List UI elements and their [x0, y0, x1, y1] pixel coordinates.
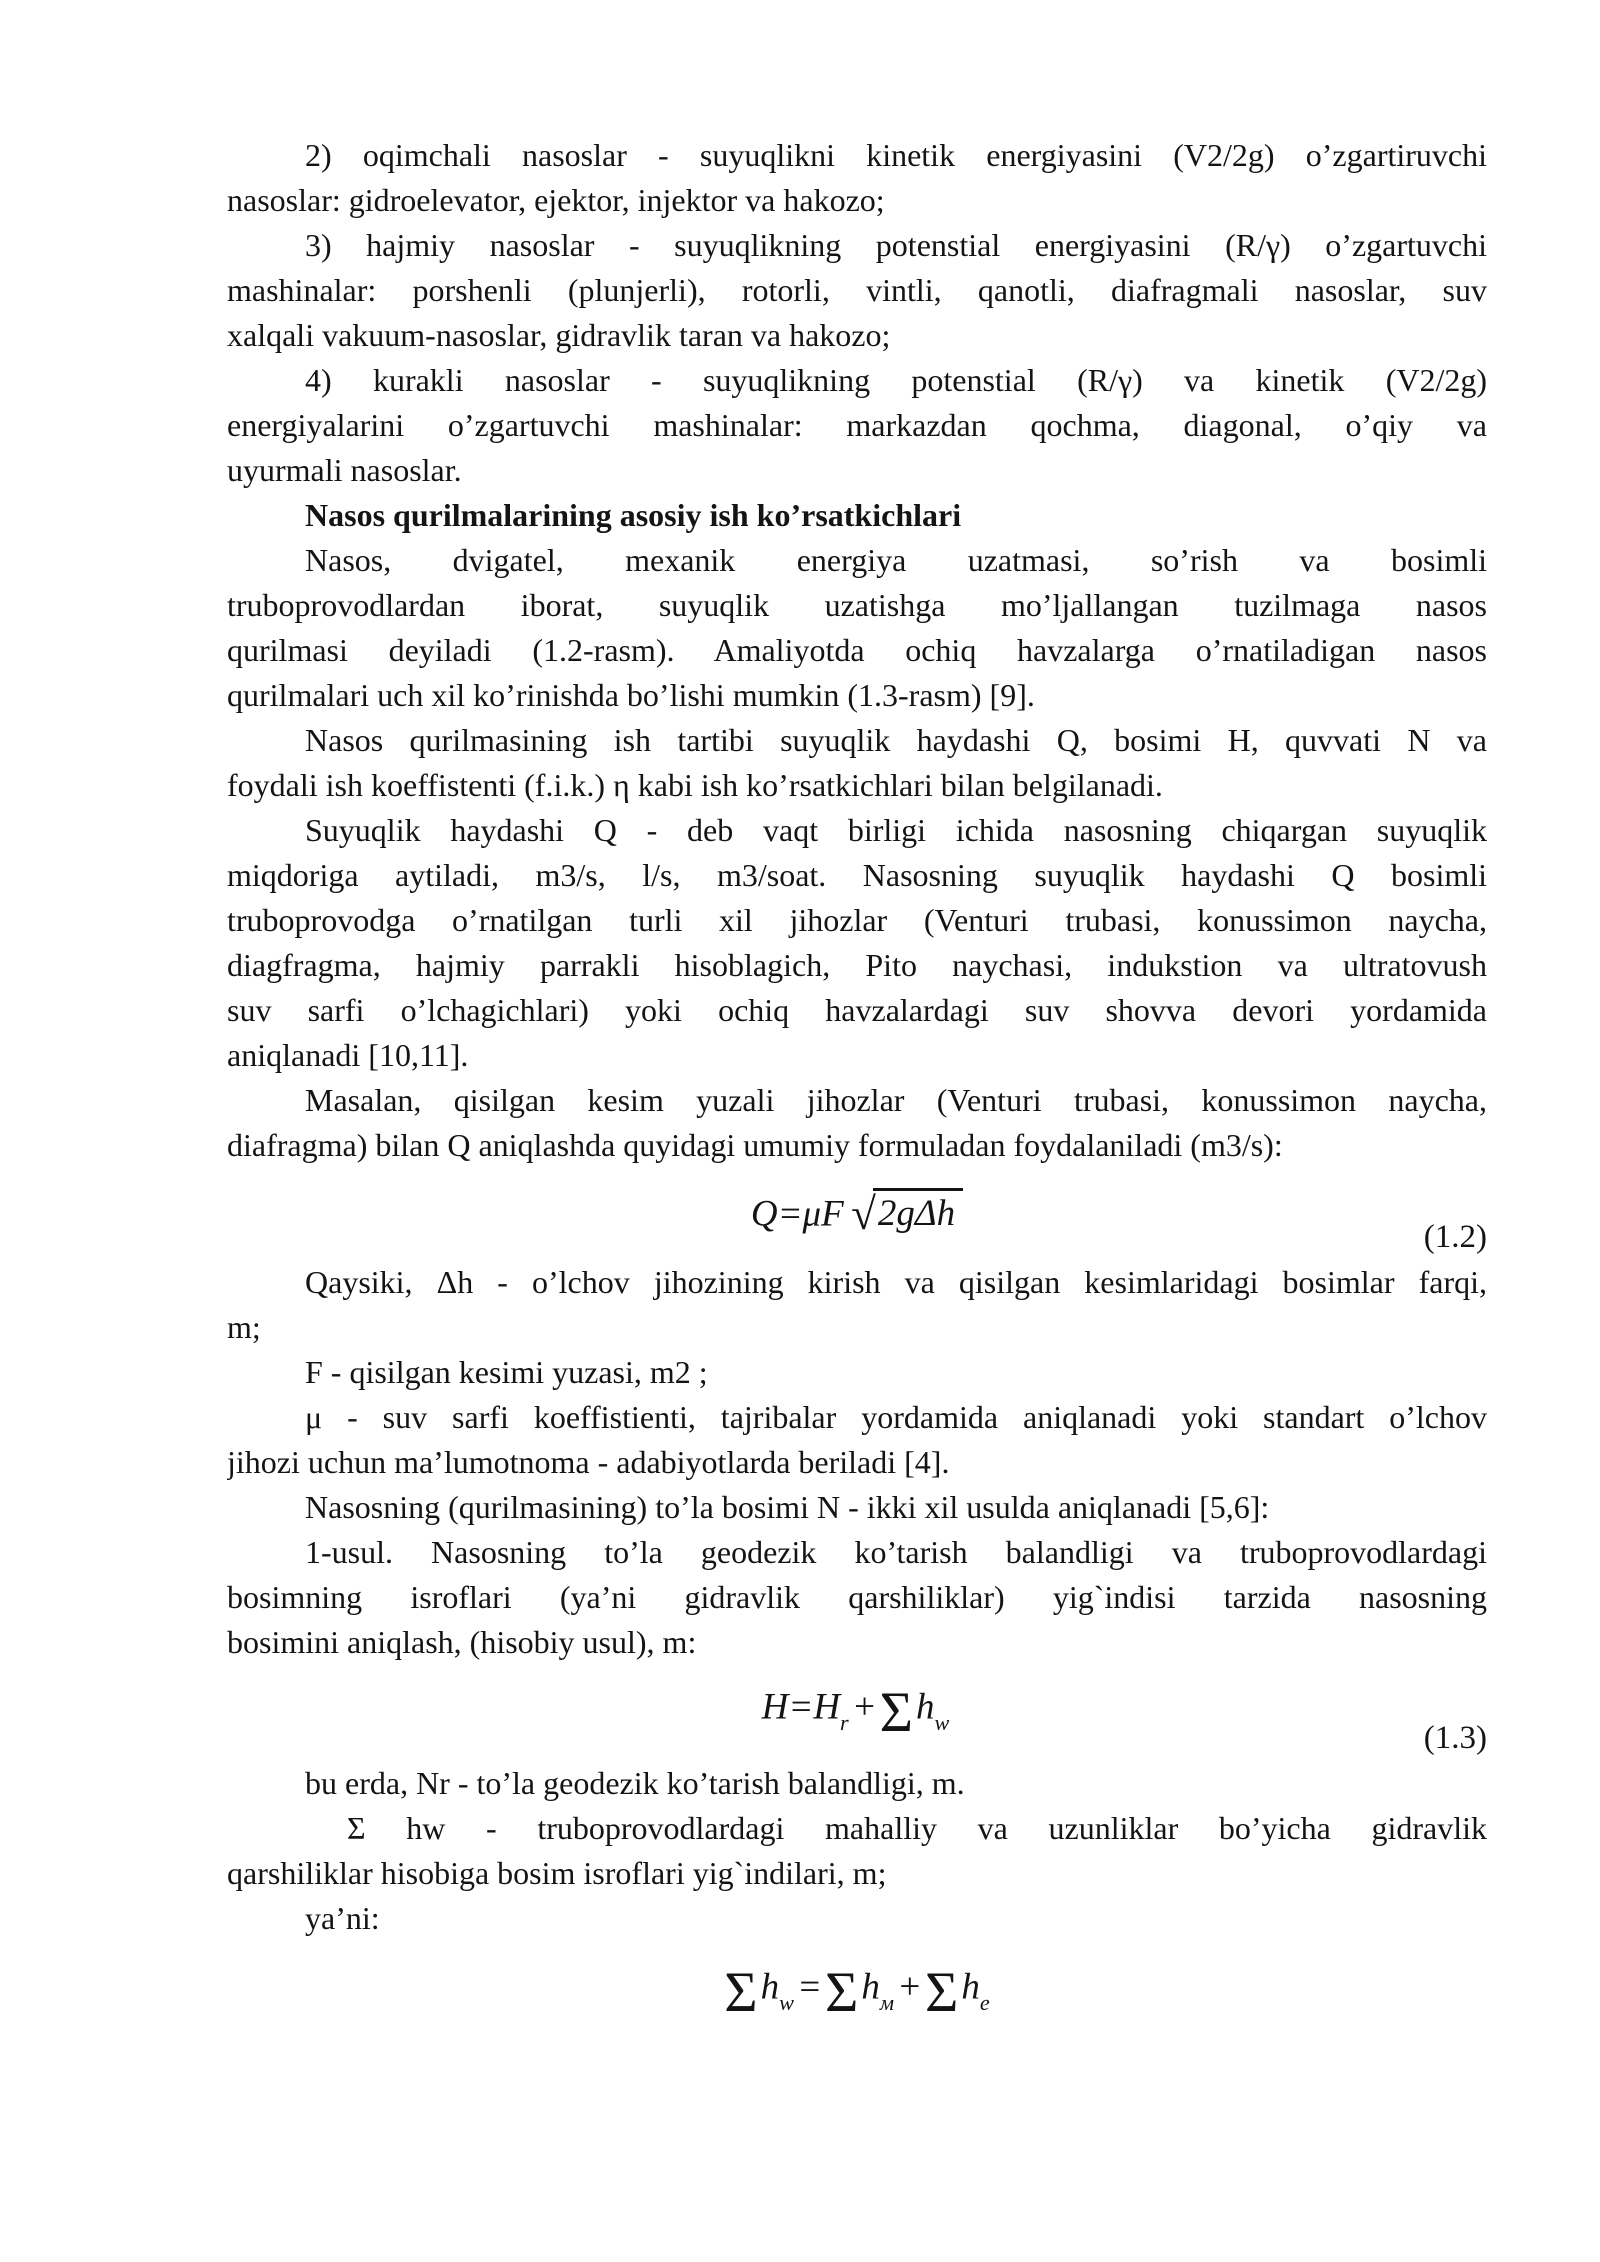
- equation-1-2: [227, 1168, 1487, 1260]
- heading-line: Nasos qurilmalarining asosiy ish ko’rsatkichlari: [305, 497, 962, 533]
- formula-token: +: [851, 1686, 877, 1728]
- text-line: diagfragma, hajmiy parrakli hisoblagich, Pito naychasi, indukstion va ultratovush: [227, 947, 1487, 983]
- text-line: μ - suv sarfi koeffistienti, tajribalar yordamida aniqlanadi yoki standart o’lchov: [305, 1399, 1487, 1435]
- paragraph: [227, 1896, 1487, 1941]
- text-line: bu erda, Nr - to’la geodezik ko’tarish balandligi, m.: [305, 1765, 965, 1801]
- sigma-symbol: Σ: [724, 1961, 758, 2025]
- equation-number: (1.3): [1423, 1720, 1487, 1756]
- formula-token: h: [961, 1966, 980, 2008]
- paragraph: [227, 1530, 1487, 1665]
- text-line: 3) hajmiy nasoslar - suyuqlikning potenstial energiyasini (R/γ) o’zgartuvchi: [305, 227, 1487, 263]
- paragraph: [227, 1761, 1487, 1806]
- paragraph: [227, 808, 1487, 1078]
- paragraph: [227, 1078, 1487, 1168]
- text-line: miqdoriga aytiladi, m3/s, l/s, m3/soat. Nasosning suyuqlik haydashi Q bosimli: [227, 857, 1487, 893]
- text-line: Qaysiki, Δh - o’lchov jihozining kirish va qisilgan kesimlaridagi bosimlar farqi,: [305, 1264, 1487, 1300]
- text-column: [227, 133, 1487, 2045]
- text-line: diafragma) bilan Q aniqlashda quyidagi umumiy formuladan foydalaniladi (m3/s):: [227, 1127, 1283, 1163]
- formula-token: e: [979, 1989, 990, 2015]
- text-line: uyurmali nasoslar.: [227, 452, 462, 488]
- paragraph: [227, 358, 1487, 493]
- text-line: qurilmalari uch xil ko’rinishda bo’lishi mumkin (1.3-rasm) [9].: [227, 677, 1035, 713]
- text-line: bosimning isroflari (ya’ni gidravlik qarshiliklar) yig`indisi tarzida nasosning: [227, 1579, 1487, 1615]
- text-line: bosimini aniqlash, (hisobiy usul), m:: [227, 1624, 697, 1660]
- formula: [721, 1961, 992, 2025]
- formula-token: h: [916, 1686, 935, 1728]
- formula-token: r: [840, 1709, 849, 1735]
- paragraph: [227, 1485, 1487, 1530]
- paragraph: [227, 1806, 1487, 1896]
- formula-token: h: [861, 1966, 880, 2008]
- text-line: energiyalarini o’zgartuvchi mashinalar: markazdan qochma, diagonal, o’qiy va: [227, 407, 1487, 443]
- text-line: nasoslar: gidroelevator, ejektor, injektor va hakozo;: [227, 182, 885, 218]
- formula-token: м: [879, 1989, 894, 2015]
- radical-sign: √: [851, 1189, 876, 1239]
- text-line: mashinalar: porshenli (plunjerli), rotorli, vintli, qanotli, diafragmali nasoslar, suv: [227, 272, 1487, 308]
- text-line: aniqlanadi [10,11].: [227, 1037, 469, 1073]
- formula-token: H=H: [761, 1686, 841, 1728]
- text-line: F - qisilgan kesimi yuzasi, m2 ;: [305, 1354, 708, 1390]
- formula-token: h: [760, 1966, 780, 2008]
- equation-1-3: [227, 1665, 1487, 1761]
- sigma-symbol: Σ: [879, 1681, 914, 1745]
- text-line: Masalan, qisilgan kesim yuzali jihozlar (Venturi trubasi, konussimon naycha,: [305, 1082, 1487, 1118]
- text-line: qarshiliklar hisobiga bosim isroflari yig`indilari, m;: [227, 1855, 887, 1891]
- text-line: Nasos qurilmasining ish tartibi suyuqlik haydashi Q, bosimi H, quvvati N va: [305, 722, 1487, 758]
- formula-token: w: [934, 1709, 950, 1735]
- text-line: xalqali vakuum-nasoslar, gidravlik taran va hakozo;: [227, 317, 891, 353]
- paragraph: [227, 223, 1487, 358]
- sqrt-expression: [851, 1189, 963, 1239]
- text-line: Σ hw - truboprovodlardagi mahalliy va uzunliklar bo’yicha gidravlik: [347, 1810, 1487, 1846]
- equation-sum-hw: [227, 1941, 1487, 2045]
- text-line: qurilmasi deyiladi (1.2-rasm). Amaliyotda ochiq havzalarga o’rnatiladigan nasos: [227, 632, 1487, 668]
- formula-token: Q=μF: [750, 1193, 852, 1235]
- text-line: truboprovodlardan iborat, suyuqlik uzatishga mo’ljallangan tuzilmaga nasos: [227, 587, 1487, 623]
- text-line: 4) kurakli nasoslar - suyuqlikning potenstial (R/γ) va kinetik (V2/2g): [305, 362, 1487, 398]
- paragraph: [227, 538, 1487, 718]
- text-line: suv sarfi o’lchagichlari) yoki ochiq havzalardagi suv shovva devori yordamida: [227, 992, 1487, 1028]
- text-line: ya’ni:: [305, 1900, 380, 1936]
- sigma-symbol: Σ: [824, 1961, 859, 2025]
- text-line: 1-usul. Nasosning to’la geodezik ko’tarish balandligi va truboprovodlardagi: [305, 1534, 1487, 1570]
- formula: [761, 1681, 953, 1745]
- text-line: truboprovodga o’rnatilgan turli xil jihozlar (Venturi trubasi, konussimon naycha,: [227, 902, 1487, 938]
- section-heading: [227, 493, 1487, 538]
- paragraph: [227, 718, 1487, 808]
- radicand: 2gΔh: [873, 1188, 963, 1235]
- text-line: Nasosning (qurilmasining) to’la bosimi N - ikki xil usulda aniqlanadi [5,6]:: [305, 1489, 1270, 1525]
- paragraph: [227, 1350, 1487, 1395]
- paragraph: [227, 1395, 1487, 1485]
- paragraph: [227, 133, 1487, 223]
- paragraph: [227, 1260, 1487, 1350]
- text-line: Suyuqlik haydashi Q - deb vaqt birligi ichida nasosning chiqargan suyuqlik: [305, 812, 1487, 848]
- text-line: foydali ish koeffistenti (f.i.k.) η kabi ish ko’rsatkichlari bilan belgilanadi.: [227, 767, 1163, 803]
- equation-number: (1.2): [1423, 1219, 1487, 1255]
- sigma-symbol: Σ: [924, 1961, 959, 2025]
- formula-token: =: [796, 1966, 822, 2008]
- formula-token: w: [779, 1989, 794, 2015]
- text-line: Nasos, dvigatel, mexanik energiya uzatmasi, so’rish va bosimli: [305, 542, 1487, 578]
- formula-token: +: [897, 1966, 922, 2008]
- text-line: jihozi uchun ma’lumotnoma - adabiyotlarda beriladi [4].: [227, 1444, 950, 1480]
- text-line: 2) oqimchali nasoslar - suyuqlikni kinetik energiyasini (V2/2g) o’zgartiruvchi: [305, 137, 1487, 173]
- text-line: m;: [227, 1309, 261, 1345]
- formula: [751, 1188, 963, 1240]
